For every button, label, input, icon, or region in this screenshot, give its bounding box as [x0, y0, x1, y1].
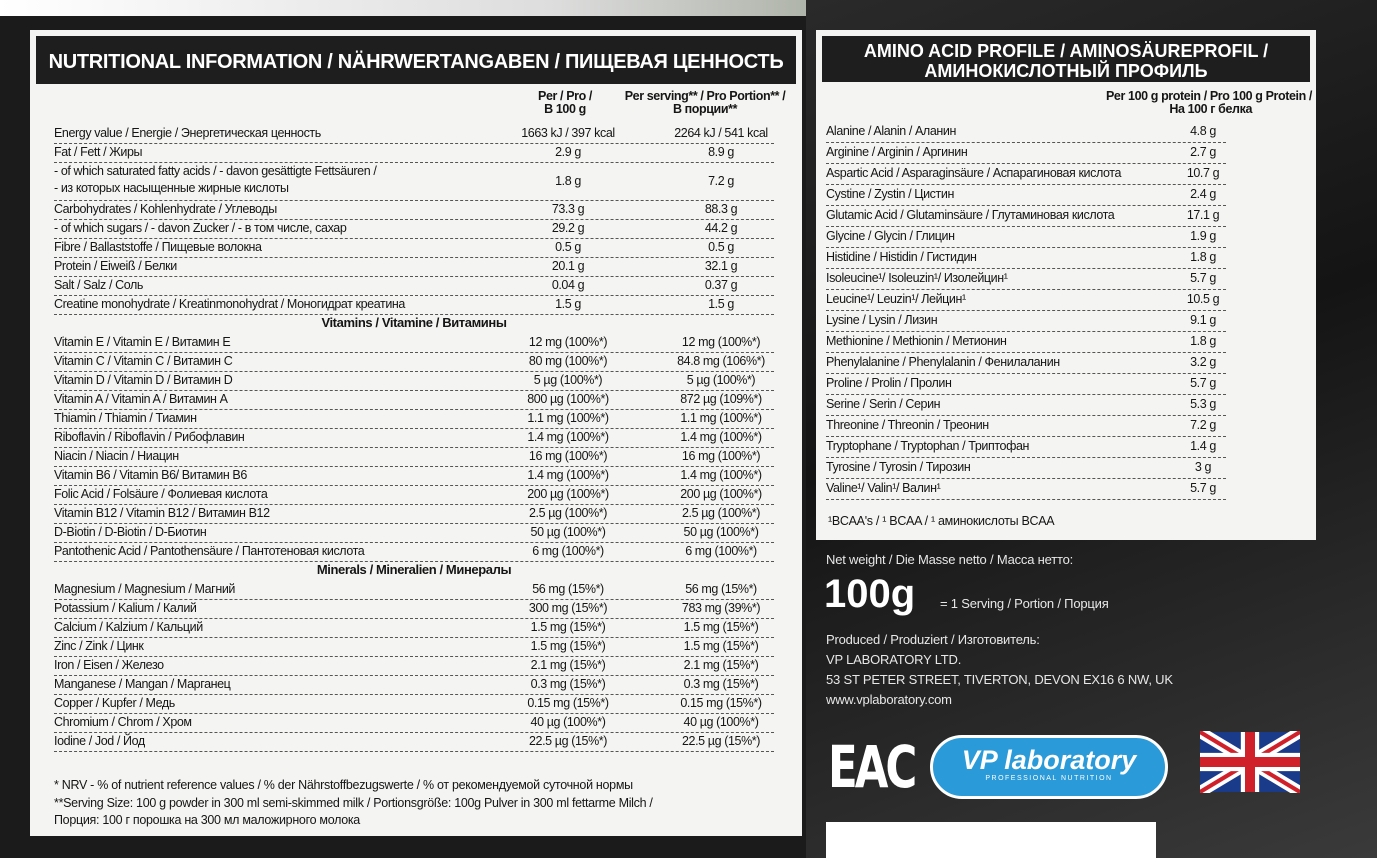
serving-value: 2.5 µg (100%*)	[681, 506, 761, 520]
net-weight-note: = 1 Serving / Portion / Порция	[940, 596, 1109, 611]
serving-value: 0.5 g	[708, 240, 734, 254]
footnote-serving-ru: Порция: 100 г порошка на 300 мл маложирного молока	[54, 813, 360, 827]
amino-name: Cystine / Zystin / Цистин	[826, 187, 954, 201]
table-row	[54, 599, 774, 619]
company-name: VP LABORATORY LTD.	[826, 652, 962, 667]
per100-value: 800 µg (100%*)	[527, 392, 609, 406]
serving-value: 0.3 mg (15%*)	[683, 677, 759, 691]
row-label: Thiamin / Thiamin / Тиамин	[54, 411, 197, 425]
per100-value: 1.1 mg (100%*)	[527, 411, 609, 425]
amino-name: Arginine / Arginin / Аргинин	[826, 145, 968, 159]
per100-value: 1.8 g	[555, 174, 581, 188]
per100-value: 1663 kJ / 397 kcal	[521, 126, 615, 140]
per100-value: 80 mg (100%*)	[528, 354, 608, 368]
row-label: Vitamin B12 / Vitamin B12 / Витамин B12	[54, 506, 270, 520]
row-label: Carbohydrates / Kohlenhydrate / Углеводы	[54, 202, 277, 216]
col-serving-header	[610, 90, 800, 116]
amino-col-header-line1: Per 100 g protein / Pro 100 g Protein /	[1106, 89, 1312, 103]
minerals-section-title: Minerals / Mineralien / Минералы	[316, 562, 512, 577]
nutrition-title: NUTRITIONAL INFORMATION / NÄHRWERTANGABEN / ПИЩЕВАЯ ЦЕННОСТЬ	[34, 34, 798, 86]
table-row	[54, 333, 774, 353]
table-row	[54, 390, 774, 410]
amino-title	[820, 34, 1312, 84]
serving-value: 1.4 mg (100%*)	[680, 468, 762, 482]
amino-name: Leucine¹/ Leuzin¹/ Лейцин¹	[826, 292, 966, 306]
amino-name: Aspartic Acid / Asparaginsäure / Аспарагиновая кислота	[826, 166, 1122, 180]
amino-row	[826, 353, 1226, 374]
serving-value: 12 mg (100%*)	[681, 335, 761, 349]
row-label: Magnesium / Magnesium / Магний	[54, 582, 235, 596]
amino-value: 7.2 g	[1190, 418, 1216, 432]
serving-value: 8.9 g	[708, 145, 734, 159]
col-per100-header-line1: Per / Pro /	[538, 89, 592, 103]
serving-value: 88.3 g	[704, 202, 738, 216]
per100-value: 2.9 g	[555, 145, 581, 159]
per100-value: 73.3 g	[551, 202, 585, 216]
amino-value: 2.4 g	[1190, 187, 1216, 201]
table-row	[54, 257, 774, 277]
per100-value: 2.1 mg (15%*)	[530, 658, 606, 672]
per100-value: 6 mg (100%*)	[532, 544, 604, 558]
serving-value: 50 µg (100%*)	[683, 525, 759, 539]
amino-row	[826, 164, 1226, 185]
row-label: Salt / Salz / Соль	[54, 278, 144, 292]
nutrition-panel	[30, 30, 802, 836]
per100-value: 1.5 g	[555, 297, 581, 311]
table-row	[54, 276, 774, 296]
table-row	[54, 428, 774, 448]
eac-mark: ЕАС	[828, 733, 915, 801]
table-row	[54, 371, 774, 391]
row-label: Copper / Kupfer / Медь	[54, 696, 175, 710]
table-row	[54, 694, 774, 714]
serving-value: 40 µg (100%*)	[683, 715, 759, 729]
amino-panel	[816, 30, 1316, 540]
amino-title-line1: AMINO ACID PROFILE / AMINOSÄUREPROFIL /	[863, 41, 1269, 61]
table-row	[54, 675, 774, 695]
amino-row	[826, 374, 1226, 395]
table-row	[54, 219, 774, 239]
amino-row	[826, 269, 1226, 290]
footnote-nrv: * NRV - % of nutrient reference values / % der Nährstoffbezugswerte / % от рекомендуемой суточной нормы	[54, 778, 633, 792]
serving-value: 44.2 g	[704, 221, 738, 235]
per100-value: 5 µg (100%*)	[533, 373, 603, 387]
serving-value: 0.15 mg (15%*)	[680, 696, 762, 710]
amino-name: Glutamic Acid / Glutaminsäure / Глутаминовая кислота	[826, 208, 1115, 222]
amino-name: Proline / Prolin / Пролин	[826, 376, 952, 390]
amino-table	[826, 122, 1226, 502]
col-serving-header-line1: Per serving** / Pro Portion** /	[624, 89, 786, 103]
table-row	[54, 352, 774, 372]
serving-value: 16 mg (100%*)	[681, 449, 761, 463]
row-label: Folic Acid / Folsäure / Фолиевая кислота	[54, 487, 268, 501]
table-row	[54, 238, 774, 258]
amino-col-header-line2: На 100 г белка	[1169, 102, 1252, 116]
amino-value: 17.1 g	[1186, 208, 1220, 222]
serving-value: 1.5 mg (15%*)	[683, 639, 759, 653]
amino-value: 3 g	[1194, 460, 1212, 474]
per100-value: 16 mg (100%*)	[528, 449, 608, 463]
table-row	[54, 143, 774, 163]
row-label: - of which saturated fatty acids / - davon gesättigte Fettsäuren /	[54, 164, 377, 178]
amino-row	[826, 416, 1226, 437]
row-label: Creatine monohydrate / Kreatinmonohydrat / Моногидрат креатина	[54, 297, 405, 311]
row-label: Iodine / Jod / Йод	[54, 734, 145, 748]
per100-value: 12 mg (100%*)	[528, 335, 608, 349]
amino-row	[826, 290, 1226, 311]
serving-value: 783 mg (39%*)	[681, 601, 761, 615]
amino-row	[826, 248, 1226, 269]
amino-row	[826, 143, 1226, 164]
serving-value: 1.5 mg (15%*)	[683, 620, 759, 634]
amino-row	[826, 479, 1226, 500]
amino-value: 1.8 g	[1190, 250, 1216, 264]
row-label-line2: - из которых насыщенные жирные кислоты	[54, 181, 289, 195]
per100-value: 300 mg (15%*)	[528, 601, 608, 615]
amino-name: Methionine / Methionin / Метионин	[826, 334, 1007, 348]
company-address: 53 ST PETER STREET, TIVERTON, DEVON EX16 6 NW, UK	[826, 672, 1173, 687]
amino-value: 10.7 g	[1186, 166, 1220, 180]
amino-value: 5.3 g	[1190, 397, 1216, 411]
col-per100-header	[510, 90, 620, 116]
amino-name: Lysine / Lysin / Лизин	[826, 313, 938, 327]
serving-value: 2264 kJ / 541 kcal	[674, 126, 768, 140]
row-label: Vitamin E / Vitamin E / Витамин E	[54, 335, 231, 349]
amino-row	[826, 437, 1226, 458]
col-per100-header-line2: В 100 g	[544, 102, 586, 116]
per100-value: 22.5 µg (15%*)	[528, 734, 608, 748]
row-label: Fat / Fett / Жиры	[54, 145, 143, 159]
table-row	[54, 713, 774, 733]
table-row	[54, 656, 774, 676]
amino-row	[826, 332, 1226, 353]
per100-value: 200 µg (100%*)	[527, 487, 609, 501]
row-label: Energy value / Energie / Энергетическая ценность	[54, 126, 321, 140]
serving-value: 56 mg (15%*)	[685, 582, 757, 596]
per100-value: 0.15 mg (15%*)	[527, 696, 609, 710]
row-label: Vitamin A / Vitamin A / Витамин A	[54, 392, 228, 406]
row-label: Vitamin B6 / Vitamin B6/ Витамин B6	[54, 468, 247, 482]
row-label: - of which sugars / - davon Zucker / - в том числе, сахар	[54, 221, 347, 235]
table-row	[54, 504, 774, 524]
serving-value: 0.37 g	[704, 278, 738, 292]
amino-name: Valine¹/ Valin¹/ Валин¹	[826, 481, 941, 495]
amino-title-line2: АМИНОКИСЛОТНЫЙ ПРОФИЛЬ	[924, 61, 1208, 81]
row-label: Calcium / Kalzium / Кальций	[54, 620, 203, 634]
amino-value: 2.7 g	[1190, 145, 1216, 159]
row-label: Manganese / Mangan / Марганец	[54, 677, 231, 691]
row-label: Chromium / Chrom / Хром	[54, 715, 192, 729]
row-label: Zinc / Zink / Цинк	[54, 639, 144, 653]
amino-row	[826, 122, 1226, 143]
table-row	[54, 409, 774, 429]
serving-value: 32.1 g	[704, 259, 738, 273]
per100-value: 1.5 mg (15%*)	[530, 620, 606, 634]
amino-value: 1.4 g	[1190, 439, 1216, 453]
serving-value: 84.8 mg (106%*)	[677, 354, 765, 368]
amino-col-header	[1056, 90, 1312, 116]
serving-value: 6 mg (100%*)	[685, 544, 757, 558]
logo-subtext: PROFESSIONAL NUTRITION	[985, 775, 1113, 782]
row-label: Iron / Eisen / Железо	[54, 658, 164, 672]
table-row	[54, 580, 774, 600]
uk-flag-icon	[1200, 731, 1300, 793]
row-label: D-Biotin / D-Biotin / D-Биотин	[54, 525, 207, 539]
amino-row	[826, 206, 1226, 227]
per100-value: 1.4 mg (100%*)	[527, 430, 609, 444]
serving-value: 5 µg (100%*)	[686, 373, 756, 387]
table-row	[54, 485, 774, 505]
row-label: Vitamin C / Vitamin C / Витамин C	[54, 354, 233, 368]
serving-value: 7.2 g	[708, 174, 734, 188]
table-row	[54, 162, 774, 201]
serving-value: 1.4 mg (100%*)	[680, 430, 762, 444]
per100-value: 0.3 mg (15%*)	[530, 677, 606, 691]
row-label: Protein / Eiweiß / Белки	[54, 259, 177, 273]
vp-laboratory-logo	[930, 735, 1168, 799]
net-weight-label: Net weight / Die Masse netto / Масса нетто:	[826, 552, 1074, 567]
amino-value: 5.7 g	[1190, 376, 1216, 390]
amino-row	[826, 185, 1226, 206]
amino-name: Threonine / Threonin / Треонин	[826, 418, 989, 432]
produced-label: Produced / Produziert / Изготовитель:	[826, 632, 1040, 647]
serving-value: 200 µg (100%*)	[680, 487, 762, 501]
serving-value: 1.5 g	[708, 297, 734, 311]
amino-row	[826, 395, 1226, 416]
table-row	[54, 447, 774, 467]
per100-value: 1.5 mg (15%*)	[530, 639, 606, 653]
per100-value: 2.5 µg (100%*)	[528, 506, 608, 520]
amino-value: 3.2 g	[1190, 355, 1216, 369]
amino-name: Phenylalanine / Phenylalanin / Фенилаланин	[826, 355, 1060, 369]
table-row	[54, 523, 774, 543]
col-serving-header-line2: В порции**	[672, 102, 738, 116]
serving-value: 1.1 mg (100%*)	[680, 411, 762, 425]
per100-value: 20.1 g	[551, 259, 585, 273]
nutrition-table	[54, 124, 774, 824]
per100-value: 40 µg (100%*)	[530, 715, 606, 729]
amino-value: 1.8 g	[1190, 334, 1216, 348]
per100-value: 50 µg (100%*)	[530, 525, 606, 539]
amino-value: 4.8 g	[1190, 124, 1216, 138]
per100-value: 56 mg (15%*)	[532, 582, 604, 596]
row-label: Niacin / Niacin / Ниацин	[54, 449, 179, 463]
amino-row	[826, 458, 1226, 479]
footnote-serving: **Serving Size: 100 g powder in 300 ml semi-skimmed milk / Portionsgröße: 100g Pulver in 300 ml fettarme Milch /	[54, 796, 653, 810]
company-website: www.vplaboratory.com	[826, 692, 952, 707]
amino-name: Serine / Serin / Серин	[826, 397, 941, 411]
serving-value: 2.1 mg (15%*)	[683, 658, 759, 672]
amino-value: 5.7 g	[1190, 481, 1216, 495]
amino-footnote: ¹BCAA's / ¹ BCAA / ¹ аминокислоты BCAA	[828, 514, 1055, 528]
table-row	[54, 732, 774, 752]
amino-name: Glycine / Glycin / Глицин	[826, 229, 955, 243]
table-row	[54, 466, 774, 486]
serving-value: 872 µg (109%*)	[680, 392, 762, 406]
per100-value: 0.04 g	[551, 278, 585, 292]
amino-name: Isoleucine¹/ Isoleuzin¹/ Изолейцин¹	[826, 271, 1008, 285]
row-label: Fibre / Ballaststoffe / Пищевые волокна	[54, 240, 262, 254]
row-label: Riboflavin / Riboflavin / Рибофлавин	[54, 430, 245, 444]
row-label: Potassium / Kalium / Калий	[54, 601, 197, 615]
amino-name: Histidine / Histidin / Гистидин	[826, 250, 977, 264]
serving-value: 22.5 µg (15%*)	[681, 734, 761, 748]
amino-value: 5.7 g	[1190, 271, 1216, 285]
vitamins-section-title: Vitamins / Vitamine / Витамины	[321, 315, 507, 330]
table-row	[54, 124, 774, 144]
table-row	[54, 542, 774, 562]
amino-value: 10.5 g	[1186, 292, 1220, 306]
amino-value: 1.9 g	[1190, 229, 1216, 243]
barcode-strip	[826, 822, 1156, 858]
logo-text: VP laboratory	[961, 745, 1137, 775]
per100-value: 29.2 g	[551, 221, 585, 235]
table-row	[54, 618, 774, 638]
amino-name: Tryptophane / Tryptophan / Триптофан	[826, 439, 1030, 453]
row-label: Pantothenic Acid / Pantothensäure / Пантотеновая кислота	[54, 544, 365, 558]
amino-name: Tyrosine / Tyrosin / Тирозин	[826, 460, 971, 474]
row-label: Vitamin D / Vitamin D / Витамин D	[54, 373, 233, 387]
per100-value: 1.4 mg (100%*)	[527, 468, 609, 482]
table-row	[54, 200, 774, 220]
per100-value: 0.5 g	[555, 240, 581, 254]
table-row	[54, 295, 774, 315]
table-row	[54, 637, 774, 657]
amino-value: 9.1 g	[1190, 313, 1216, 327]
amino-row	[826, 311, 1226, 332]
net-weight-value: 100g	[824, 572, 916, 616]
amino-row	[826, 227, 1226, 248]
amino-name: Alanine / Alanin / Аланин	[826, 124, 956, 138]
